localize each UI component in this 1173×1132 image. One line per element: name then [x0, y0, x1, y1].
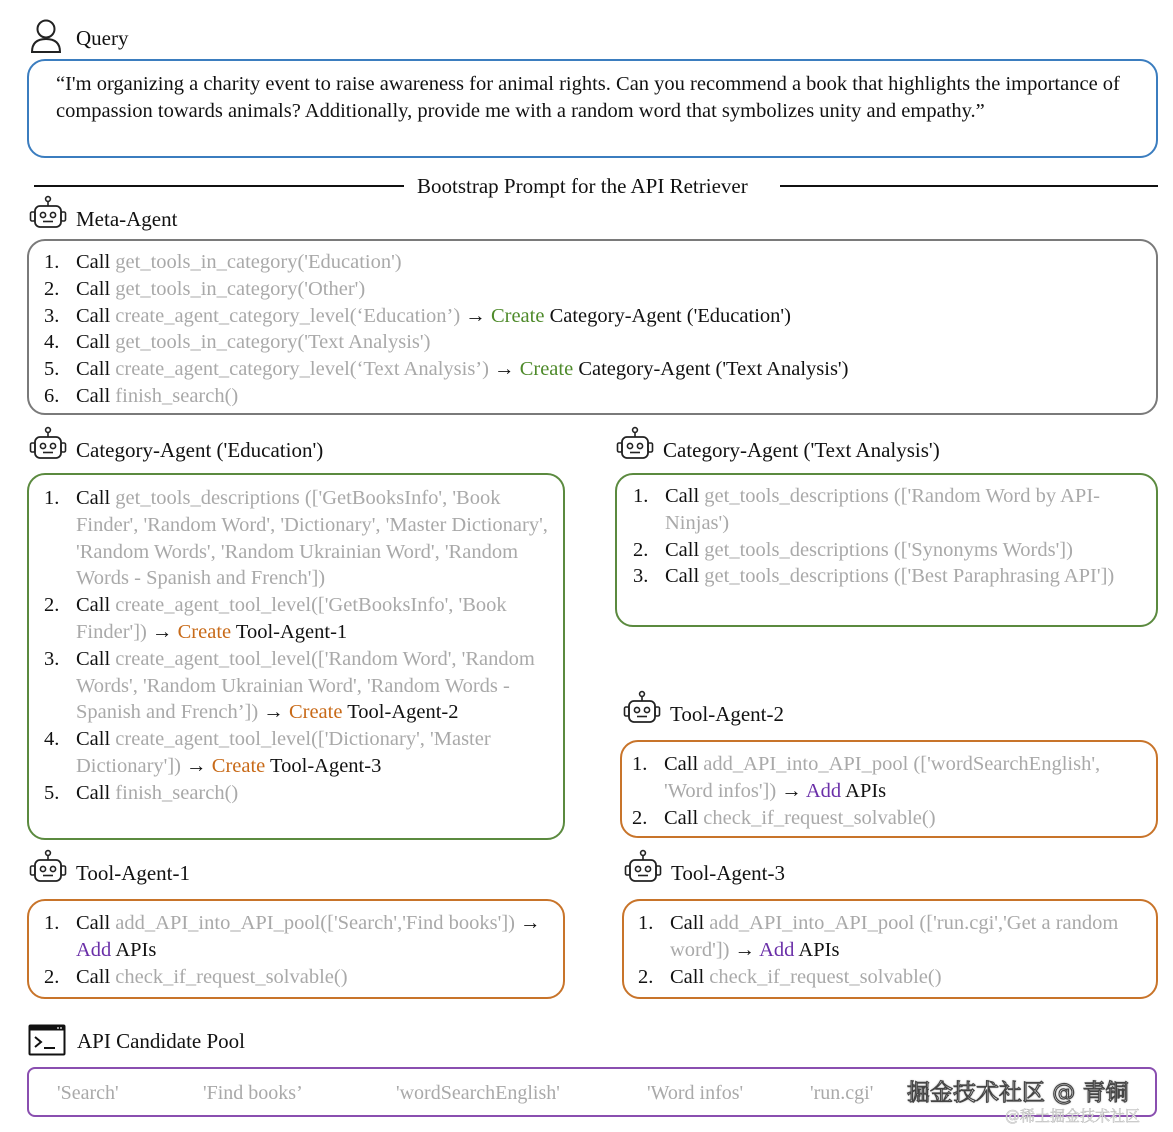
step-function: finish_search() [115, 781, 239, 804]
step-item [617, 563, 1147, 590]
query-label: Query [76, 26, 129, 50]
tool-agent-3-steps [622, 910, 1147, 990]
step-item [622, 910, 1147, 964]
arrow-icon: → [520, 912, 541, 934]
step-number: 1. [44, 912, 60, 934]
step-item [28, 964, 548, 991]
pool-item: 'Word infos' [647, 1082, 744, 1104]
step-function: create_agent_tool_level(['Dictionary', 'Master Dictionary']) [76, 728, 491, 777]
step-function: check_if_request_solvable() [703, 806, 936, 829]
tool-agent-1-steps [28, 910, 548, 990]
step-function: create_agent_category_level(‘Text Analysis’) [115, 358, 489, 381]
step-target: Category-Agent ('Education') [549, 304, 791, 327]
step-call-keyword: Call [670, 912, 705, 934]
step-function: get_tools_descriptions (['Random Word by API-Ninjas') [665, 485, 1100, 534]
pool-item: 'wordSearchEnglish' [396, 1082, 560, 1104]
meta-agent-steps [28, 249, 1138, 410]
step-call-keyword: Call [665, 565, 700, 588]
step-action: Create [519, 358, 574, 381]
step-number: 5. [44, 781, 60, 804]
step-function: check_if_request_solvable() [115, 965, 348, 988]
tool-agent-3-label: Tool-Agent-3 [671, 861, 786, 885]
step-call-keyword: Call [76, 965, 111, 988]
step-number: 2. [638, 965, 654, 988]
step-call-keyword: Call [76, 384, 111, 407]
step-number: 3. [44, 304, 60, 327]
terminal-icon [28, 1024, 66, 1056]
step-number: 3. [44, 647, 60, 670]
step-call-keyword: Call [76, 647, 111, 670]
step-call-keyword: Call [665, 538, 700, 561]
step-number: 2. [44, 594, 60, 617]
step-function: get_tools_descriptions (['Best Paraphrasing API']) [704, 565, 1115, 588]
step-function: get_tools_in_category('Text Analysis') [115, 331, 431, 354]
step-action: Create [490, 304, 545, 327]
step-number: 1. [44, 487, 60, 509]
robot-icon [29, 849, 67, 887]
query-text: “I'm organizing a charity event to raise awareness for animal rights. Can you recommend a book that highlights the importance of compassion towards animals? Additionally, provide me with a random word that symbolizes unity and empathy.” [56, 73, 1120, 122]
step-action: Create [177, 620, 232, 643]
step-call-keyword: Call [664, 753, 699, 775]
step-function: get_tools_descriptions (['Synonyms Words']) [704, 538, 1073, 561]
robot-icon [624, 849, 662, 887]
tool-agent-2-steps [616, 751, 1151, 831]
step-function: create_agent_tool_level(['GetBooksInfo', 'Book Finder']) [76, 594, 507, 643]
step-item [28, 356, 1138, 383]
step-item [28, 726, 550, 780]
step-number: 1. [44, 251, 60, 273]
step-item [28, 383, 1138, 410]
step-call-keyword: Call [76, 487, 111, 509]
step-number: 4. [44, 331, 60, 354]
watermark-main: 掘金技术社区 @ 青铜 [907, 1080, 1129, 1106]
category-text-label: Category-Agent ('Text Analysis') [663, 438, 940, 462]
step-function: get_tools_descriptions (['GetBooksInfo', 'Book Finder', 'Random Word', 'Dictionary', 'Master Dictionary', 'Random Words', 'Random Ukrainian Word', 'Random Words - Spanish and French']) [76, 487, 548, 590]
step-call-keyword: Call [76, 912, 111, 934]
step-target: APIs [115, 938, 157, 961]
step-number: 5. [44, 358, 60, 381]
tool-agent-2-label: Tool-Agent-2 [670, 702, 785, 726]
pool-item: 'Search' [57, 1082, 119, 1104]
step-number: 1. [633, 485, 649, 507]
robot-icon [616, 426, 654, 464]
pool-item: 'Find books’ [203, 1082, 303, 1104]
step-item [616, 805, 1151, 832]
step-function: create_agent_category_level(‘Education’) [115, 304, 461, 327]
category-text-steps [617, 483, 1147, 590]
step-action: Create [288, 701, 343, 724]
divider-line-left [34, 185, 404, 187]
step-action: Create [211, 754, 266, 777]
step-target: Tool-Agent-3 [270, 754, 382, 777]
step-item [617, 537, 1147, 564]
step-call-keyword: Call [76, 594, 111, 617]
robot-icon [623, 690, 661, 728]
step-target: Tool-Agent-1 [235, 620, 348, 643]
arrow-icon: → [781, 779, 802, 802]
step-item [28, 303, 1138, 330]
step-number: 2. [632, 806, 648, 829]
step-call-keyword: Call [664, 806, 699, 829]
arrow-icon: → [494, 358, 515, 381]
step-item [28, 485, 550, 592]
step-call-keyword: Call [76, 251, 111, 273]
step-item [28, 592, 550, 646]
step-call-keyword: Call [76, 331, 111, 354]
category-education-steps [28, 485, 550, 807]
step-item [28, 249, 1138, 276]
step-call-keyword: Call [76, 277, 111, 300]
step-item [28, 910, 548, 964]
step-call-keyword: Call [76, 781, 111, 804]
step-action: Add [76, 938, 112, 961]
step-number: 2. [633, 538, 649, 561]
step-item [28, 780, 550, 807]
user-icon [29, 18, 63, 54]
step-function: create_agent_tool_level(['Random Word', 'Random Words', 'Random Ukrainian Word', 'Random Words - Spanish and French’]) [76, 647, 535, 724]
step-call-keyword: Call [670, 965, 705, 988]
tool-agent-1-label: Tool-Agent-1 [76, 861, 191, 885]
step-item [616, 751, 1151, 805]
step-function: finish_search() [115, 384, 239, 407]
step-action: Add [805, 779, 842, 802]
step-call-keyword: Call [76, 728, 111, 751]
step-call-keyword: Call [76, 304, 111, 327]
arrow-icon: → [734, 938, 756, 961]
step-call-keyword: Call [665, 485, 700, 507]
step-number: 1. [632, 753, 648, 775]
step-number: 1. [638, 912, 654, 934]
divider-line-right [780, 185, 1158, 187]
arrow-icon: → [186, 754, 207, 777]
step-target: APIs [798, 938, 840, 961]
robot-icon [29, 426, 67, 464]
step-number: 3. [633, 565, 649, 588]
step-number: 4. [44, 728, 60, 751]
step-function: get_tools_in_category('Education') [115, 251, 402, 273]
meta-agent-label: Meta-Agent [76, 207, 178, 231]
step-item [622, 964, 1147, 991]
step-number: 6. [44, 384, 60, 407]
pool-item: 'run.cgi' [810, 1082, 874, 1104]
step-action: Add [759, 938, 795, 961]
api-pool-label: API Candidate Pool [77, 1029, 245, 1053]
step-target: Category-Agent ('Text Analysis') [578, 358, 849, 381]
step-item [617, 483, 1147, 537]
arrow-icon: → [152, 620, 173, 643]
divider-title: Bootstrap Prompt for the API Retriever [417, 174, 748, 198]
step-function: add_API_into_API_pool (['wordSearchEnglish', 'Word infos']) [664, 753, 1101, 802]
arrow-icon: → [263, 701, 284, 724]
step-function: check_if_request_solvable() [709, 965, 942, 988]
step-item [28, 276, 1138, 303]
step-target: APIs [845, 779, 887, 802]
step-item [28, 329, 1138, 356]
step-number: 2. [44, 965, 60, 988]
robot-icon [29, 195, 67, 233]
step-number: 2. [44, 277, 60, 300]
step-function: get_tools_in_category('Other') [115, 277, 366, 300]
step-function: add_API_into_API_pool (['run.cgi','Get a random word']) [670, 912, 1119, 961]
step-item [28, 646, 550, 726]
step-call-keyword: Call [76, 358, 111, 381]
step-target: Tool-Agent-2 [347, 701, 459, 724]
arrow-icon: → [465, 304, 486, 327]
watermark-sub: @稀土掘金技术社区 [1005, 1107, 1141, 1125]
category-education-label: Category-Agent ('Education') [76, 438, 324, 462]
step-function: add_API_into_API_pool(['Search','Find books']) [115, 912, 515, 934]
